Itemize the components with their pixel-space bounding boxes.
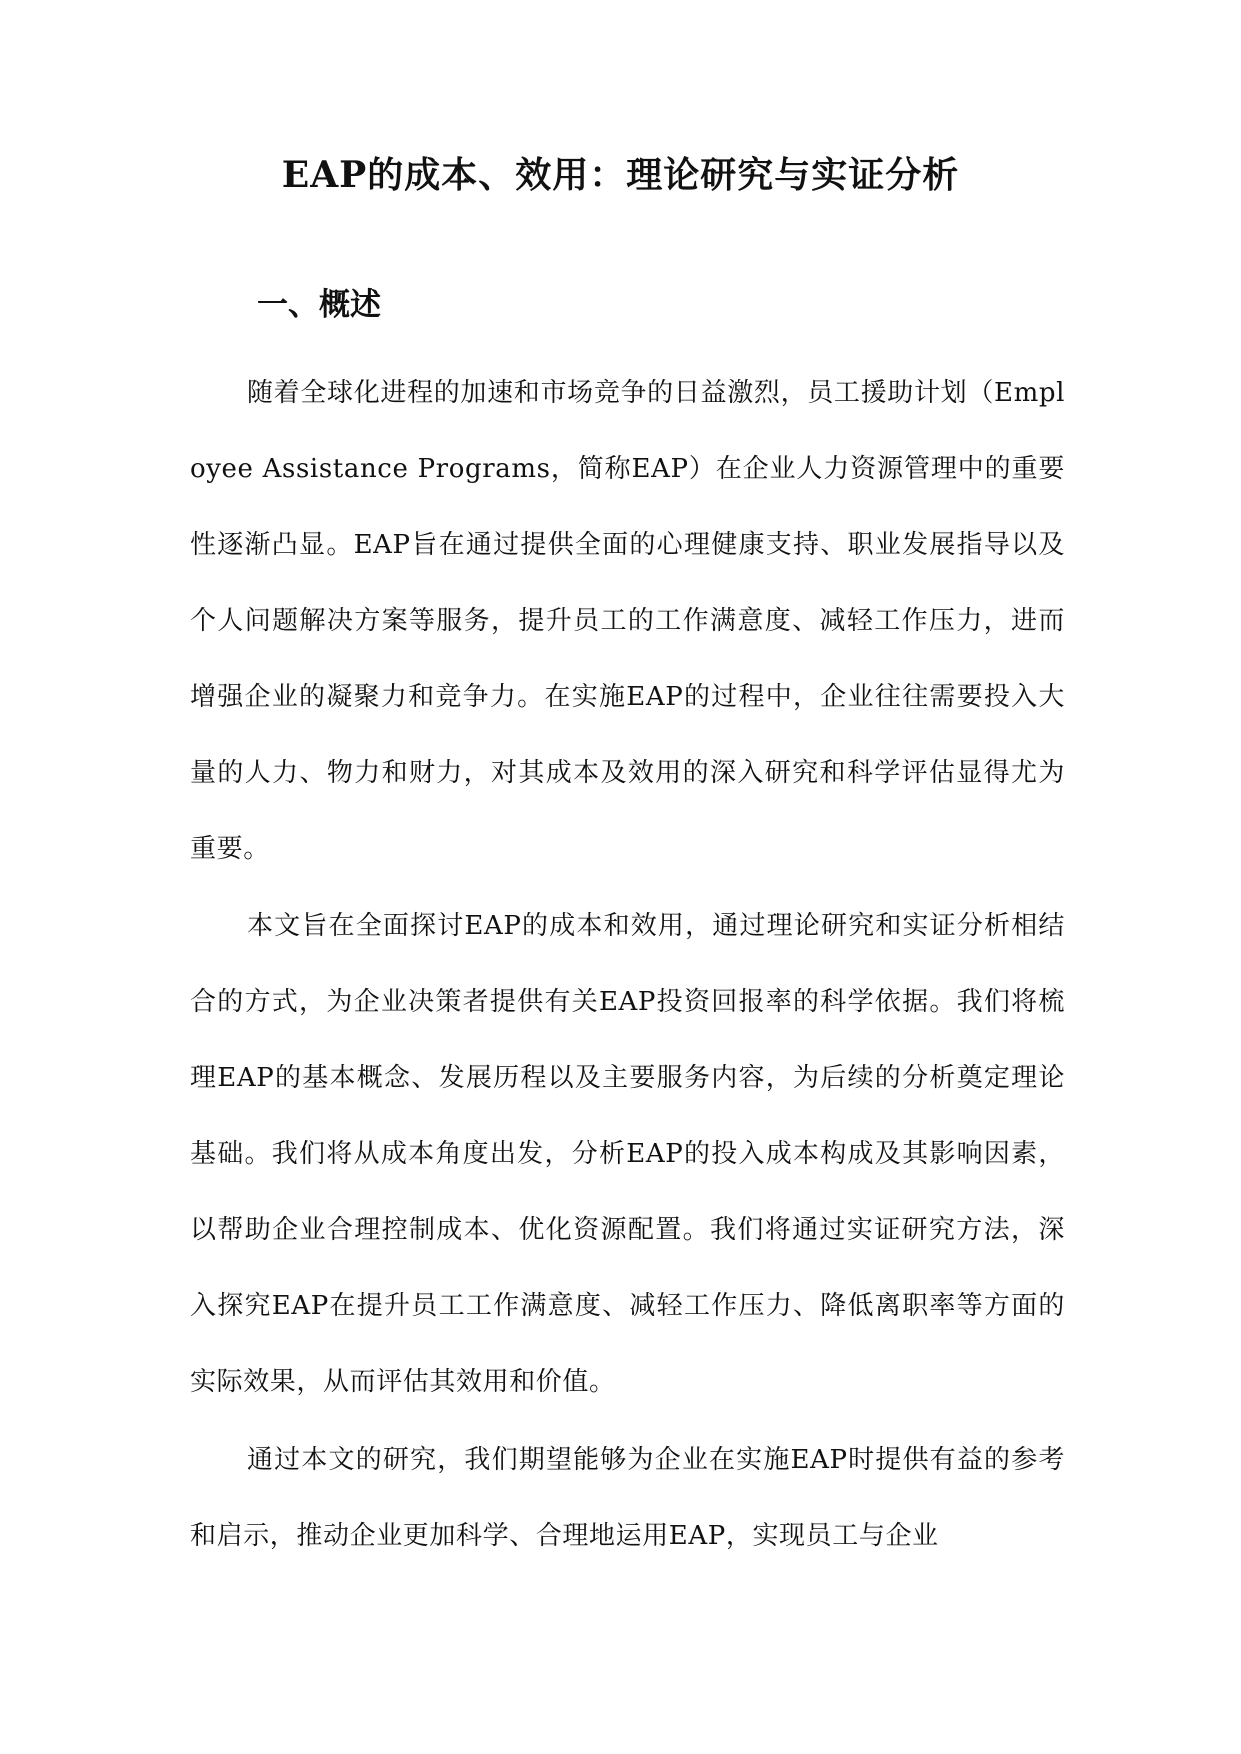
paragraph-3: 通过本文的研究，我们期望能够为企业在实施EAP时提供有益的参考和启示，推动企业更加科学、合理地运用EAP，实现员工与企业 — [190, 1445, 1065, 1551]
paragraph-2: 本文旨在全面探讨EAP的成本和效用，通过理论研究和实证分析相结合的方式，为企业决策者提供有关EAP投资回报率的科学依据。我们将梳理EAP的基本概念、发展历程以及主要服务内容，为后续的分析奠定理论基础。我们将从成本角度出发，分析EAP的投入成本构成及其影响因素，以帮助企业合理控制成本、优化资源配置。我们将通过实证研究方法，深入探究EAP在提升员工工作满意度、减轻工作压力、降低离职率等方面的实际效果，从而评估其效用和价值。 — [190, 911, 1065, 1397]
paragraph-1: 随着全球化进程的加速和市场竞争的日益激烈，员工援助计划（Employee Assistance Programs，简称EAP）在企业人力资源管理中的重要性逐渐凸显。EAP旨在通过提供全面的心理健康支持、职业发展指导以及个人问题解决方案等服务，提升员工的工作满意度、减轻工作压力，进而增强企业的凝聚力和竞争力。在实施EAP的过程中，企业往往需要投入大量的人力、物力和财力，对其成本及效用的深入研究和科学评估显得尤为重要。 — [190, 378, 1065, 864]
document-title: EAP的成本、效用：理论研究与实证分析 — [281, 154, 960, 196]
section-heading-overview: 一、概述 — [257, 287, 381, 323]
